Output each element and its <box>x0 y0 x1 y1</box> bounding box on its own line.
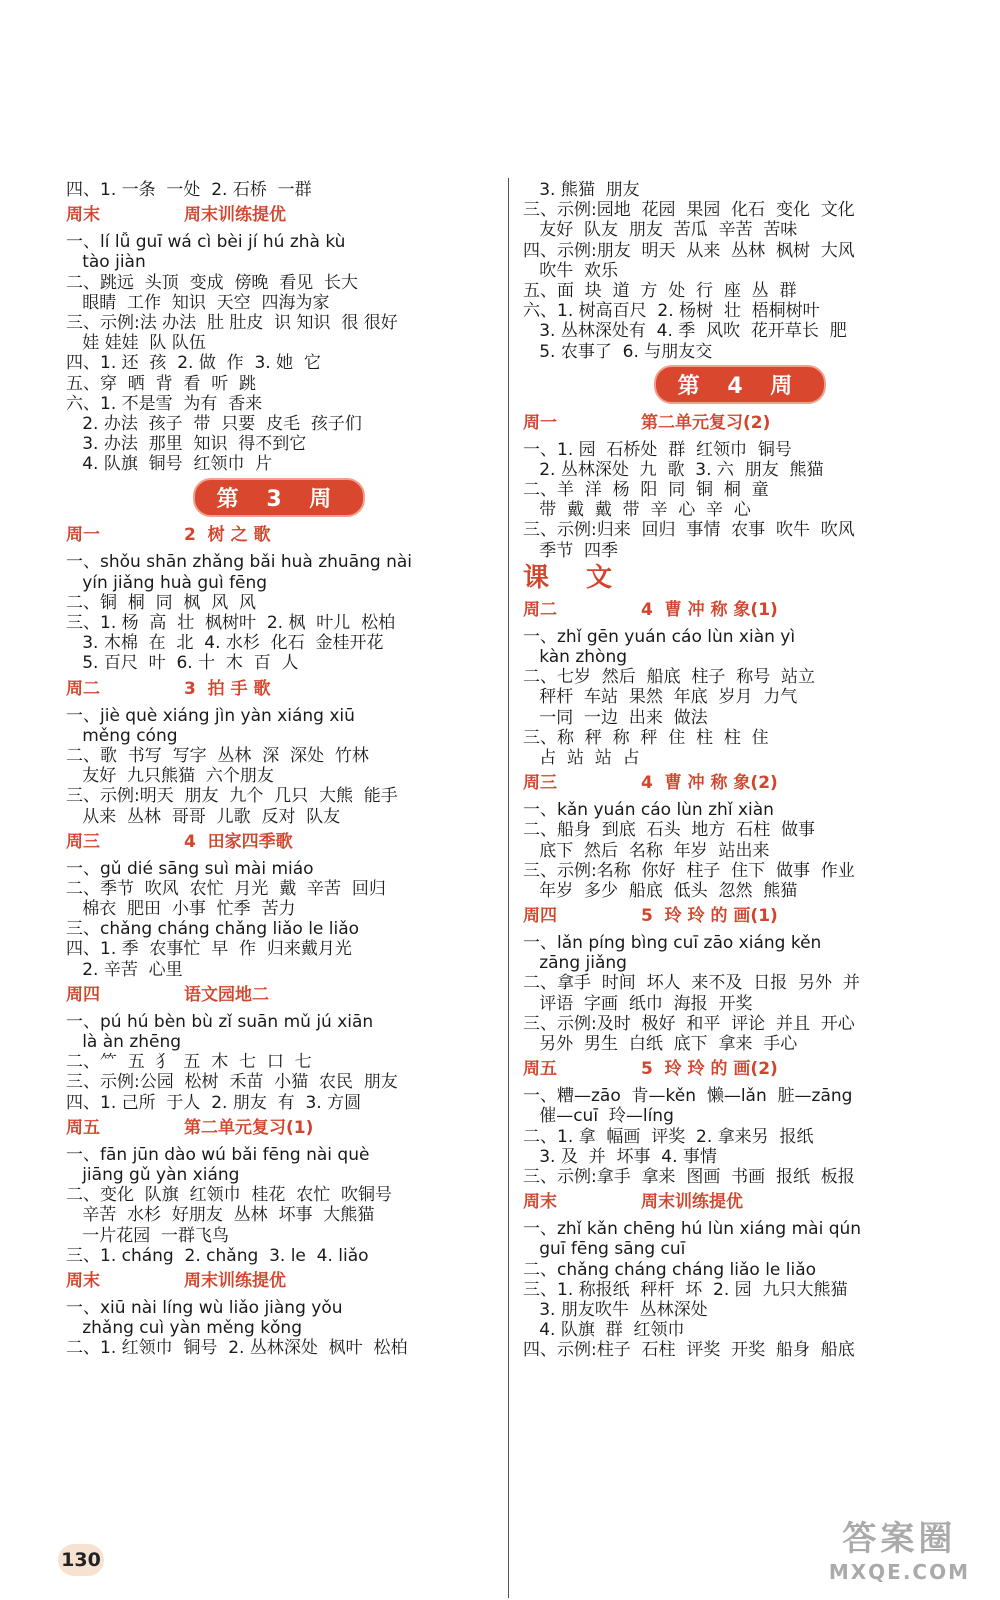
section-header <box>523 771 957 795</box>
answer-line: 三、1. 杨 高 壮 枫树叶 2. 枫 叶儿 松柏 <box>66 613 396 633</box>
answer-line: 三、示例:归来 回归 事情 农事 吹牛 吹风 <box>523 520 855 541</box>
week-badge: 第 4 周 <box>654 365 827 404</box>
column-divider <box>508 178 509 1598</box>
answer-line: 三、chǎng cháng chǎng liǎo le liǎo <box>66 919 360 940</box>
answer-line: 三、示例:法 办法 肚 肚皮 识 知识 很 很好 <box>66 312 398 333</box>
answer-line: zāng jiǎng <box>523 953 627 974</box>
answer-line: 三、1. 称报纸 秤杆 坏 2. 园 九只大熊猫 <box>523 1279 848 1300</box>
section-header <box>66 677 492 701</box>
right-column <box>523 180 957 1360</box>
answer-line: 一、lǎn píng bìng cuī zāo xiáng kěn <box>523 933 822 954</box>
answer-line: 二、歌 书写 写字 丛林 深 深处 竹林 <box>66 745 369 766</box>
answer-line: 二、1. 拿 幅画 评奖 2. 拿来另 报纸 <box>523 1126 814 1147</box>
section-header <box>66 830 492 854</box>
answer-line: 底下 然后 名称 年岁 站出来 <box>523 840 770 861</box>
answer-line: 吹牛 欢乐 <box>523 260 619 281</box>
section-lesson-title: 4 田家四季歌 <box>184 831 293 852</box>
answer-line: 3. 及 并 坏事 4. 事情 <box>523 1146 717 1167</box>
answer-line: 季节 四季 <box>523 540 619 561</box>
section-header <box>66 983 492 1007</box>
answer-line: 4. 队旗 群 红领巾 <box>523 1320 685 1341</box>
answer-line: 二、拿手 时间 坏人 来不及 日报 另外 并 <box>523 973 860 994</box>
answer-line: 一、pú hú bèn bù zǐ suān mǔ jú xiān <box>66 1011 374 1032</box>
answer-line: tào jiàn <box>66 252 146 273</box>
answer-line: 五、面 块 道 方 处 行 座 丛 群 <box>523 280 797 301</box>
answer-line: 三、称 秤 称 秤 住 柱 柱 住 <box>523 727 769 748</box>
answer-line: 五、穿 晒 背 看 听 跳 <box>66 373 257 394</box>
answer-line: 催—cuī 玲—líng <box>523 1106 674 1127</box>
answer-line: 二、chǎng cháng cháng liǎo le liǎo <box>523 1259 817 1280</box>
answer-line: 二、季节 吹风 农忙 月光 戴 辛苦 回归 <box>66 878 386 899</box>
section-day: 周四 <box>66 984 100 1005</box>
answer-line: guī fēng sāng cuī <box>523 1239 686 1260</box>
answer-line: 3. 朋友吹牛 丛林深处 <box>523 1299 708 1320</box>
answer-line: 四、1. 还 孩 2. 做 作 3. 她 它 <box>66 353 321 374</box>
answer-line: 二、变化 队旗 红领巾 桂花 农忙 吹铜号 <box>66 1185 393 1206</box>
section-lesson-title: 2 树 之 歌 <box>184 525 271 546</box>
answer-line: 2. 丛林深处 九 歌 3. 六 朋友 熊猫 <box>523 459 824 480</box>
answer-line: 另外 男生 白纸 底下 拿来 手心 <box>523 1034 798 1054</box>
answer-line: 三、示例:名称 你好 柱子 住下 做事 作业 <box>523 860 855 881</box>
answer-line: 一、xiū nài líng wù liǎo jiàng yǒu <box>66 1297 343 1318</box>
answer-line: 一、1. 园 石桥处 群 红领巾 铜号 <box>523 439 792 460</box>
section-header <box>523 411 957 435</box>
watermark-url: MXQE.COM <box>828 1560 970 1584</box>
week-heading <box>66 474 492 520</box>
section-day: 周末 <box>66 1270 100 1291</box>
answer-line: 三、示例:园地 花园 果园 化石 变化 文化 <box>523 200 855 221</box>
section-header <box>523 598 957 622</box>
answer-line: 六、1. 不是雪 为有 香来 <box>66 393 263 414</box>
left-column <box>66 180 492 1358</box>
section-header <box>523 1190 957 1214</box>
answer-line: 二、跳远 头顶 变成 傍晚 看见 长大 <box>66 272 359 293</box>
section-lesson-title: 4 曹 冲 称 象(2) <box>641 773 778 794</box>
answer-line: 四、1. 一条 一处 2. 石桥 一群 <box>66 180 312 200</box>
answer-line: 三、示例:拿手 拿来 图画 书画 报纸 板报 <box>523 1166 855 1187</box>
section-day: 周末 <box>66 205 100 226</box>
answer-line: 年岁 多少 船底 低头 忽然 熊猫 <box>523 880 798 901</box>
answer-line: 三、示例:公园 松树 禾苗 小猫 农民 朋友 <box>66 1072 398 1093</box>
answer-line: 二、⺮ 五 犭 五 木 七 口 七 <box>66 1052 312 1073</box>
section-lesson-title: 5 玲 玲 的 画(2) <box>641 1059 778 1080</box>
watermark-title: 答案圈 <box>842 1519 957 1559</box>
answer-line: 六、1. 树高百尺 2. 杨树 壮 梧桐树叶 <box>523 301 820 322</box>
answer-line: 秤杆 车站 果然 年底 岁月 力气 <box>523 687 798 708</box>
page-number: 130 <box>58 1544 104 1576</box>
answer-line: 友好 队友 朋友 苦瓜 辛苦 苦味 <box>523 220 798 241</box>
answer-line: 棉衣 肥田 小事 忙季 苦力 <box>66 899 296 920</box>
section-lesson-title: 3 拍 手 歌 <box>184 678 271 699</box>
answer-line: 二、羊 洋 杨 阳 同 铜 桐 童 <box>523 480 769 501</box>
answer-line: 3. 木棉 在 北 4. 水杉 化石 金桂开花 <box>66 633 384 654</box>
section-day: 周二 <box>66 678 100 699</box>
section-lesson-title: 4 曹 冲 称 象(1) <box>641 599 778 620</box>
answer-line: 一、糟—zāo 肯—kěn 懒—lǎn 脏—zāng <box>523 1086 853 1107</box>
answer-line: měng cóng <box>66 725 178 746</box>
section-header <box>523 904 957 928</box>
section-day: 周一 <box>66 525 100 546</box>
answer-line: 友好 九只熊猫 六个朋友 <box>66 766 274 787</box>
section-lesson-title: 5 玲 玲 的 画(1) <box>641 906 778 927</box>
answer-line: 三、1. cháng 2. chǎng 3. le 4. liǎo <box>66 1245 369 1266</box>
answer-line: 占 站 站 占 <box>523 747 640 768</box>
answer-line: 5. 农事了 6. 与朋友交 <box>523 341 713 362</box>
section-day: 周五 <box>66 1117 100 1138</box>
answer-line: 一同 一边 出来 做法 <box>523 707 708 728</box>
answer-line: 2. 辛苦 心里 <box>66 959 183 980</box>
answer-line: 四、示例:柱子 石柱 评奖 开奖 船身 船底 <box>523 1340 855 1361</box>
section-lesson-title: 周末训练提优 <box>641 1192 743 1213</box>
section-lesson-title: 周末训练提优 <box>184 205 286 226</box>
answer-line: 二、1. 红领巾 铜号 2. 丛林深处 枫叶 松柏 <box>66 1338 408 1359</box>
answer-line: yín jiǎng huà guì fēng <box>66 572 268 593</box>
answer-line: 二、七岁 然后 船底 柱子 称号 站立 <box>523 667 816 688</box>
answer-line: 一片花园 一群飞鸟 <box>66 1225 230 1246</box>
section-day: 周末 <box>523 1192 557 1213</box>
answer-line: jiāng gǔ yàn xiáng <box>66 1164 240 1185</box>
answer-line: 四、示例:朋友 明天 从来 丛林 枫树 大风 <box>523 240 855 261</box>
section-header <box>66 203 492 227</box>
section-day: 周五 <box>523 1059 557 1080</box>
section-header <box>66 1116 492 1140</box>
answer-line: 3. 办法 那里 知识 得不到它 <box>66 434 307 455</box>
week-heading <box>523 362 957 408</box>
answer-line: 4. 队旗 铜号 红领巾 片 <box>66 454 273 475</box>
answer-line: 一、zhǐ gēn yuán cáo lùn xiàn yì <box>523 626 796 647</box>
section-lesson-title: 周末训练提优 <box>184 1270 286 1291</box>
answer-line: 一、jiè què xiáng jìn yàn xiáng xiū <box>66 705 355 726</box>
section-day: 周三 <box>66 831 100 852</box>
section-header <box>523 1057 957 1081</box>
answer-line: 三、示例:明天 朋友 九个 几只 大熊 能手 <box>66 786 398 807</box>
answer-line: 娃 娃娃 队 队伍 <box>66 333 206 354</box>
section-header <box>66 523 492 547</box>
answer-line: 三、示例:及时 极好 和平 评论 并且 开心 <box>523 1013 855 1034</box>
section-day: 周一 <box>523 412 557 433</box>
answer-line: 评语 字画 纸巾 海报 开奖 <box>523 993 753 1014</box>
answer-line: 5. 百尺 叶 6. 十 木 百 人 <box>66 653 299 674</box>
answer-line: 一、shǒu shān zhǎng bǎi huà zhuāng nài <box>66 552 413 573</box>
answer-line: 一、kǎn yuán cáo lùn zhǐ xiàn <box>523 800 774 821</box>
answer-line: 一、zhǐ kǎn chēng hú lùn xiáng mài qún <box>523 1219 862 1240</box>
answer-line: kàn zhòng <box>523 647 628 667</box>
answer-line: 二、船身 到底 石头 地方 石柱 做事 <box>523 820 816 841</box>
answer-line: 四、1. 季 农事忙 早 作 归来戴月光 <box>66 939 352 960</box>
answer-line: 一、fān jūn dào wú bǎi fēng nài què <box>66 1144 370 1165</box>
answer-line: 带 戴 戴 带 辛 心 辛 心 <box>523 500 751 521</box>
answer-line: 四、1. 己所 于人 2. 朋友 有 3. 方圆 <box>66 1092 362 1113</box>
answer-line: 一、gǔ dié sāng suì mài miáo <box>66 858 314 879</box>
section-lesson-title: 第二单元复习(2) <box>641 412 771 433</box>
answer-line: zhǎng cuì yàn měng kǒng <box>66 1318 302 1339</box>
answer-line: 眼睛 工作 知识 天空 四海为家 <box>66 292 330 313</box>
section-day: 周三 <box>523 773 557 794</box>
week-badge: 第 3 周 <box>193 478 366 517</box>
answer-line: 3. 熊猫 朋友 <box>523 180 640 200</box>
section-day: 周二 <box>523 599 557 620</box>
answer-line: 从来 丛林 哥哥 儿歌 反对 队友 <box>66 806 341 827</box>
answer-line: 一、lí lǚ guī wá cì bèi jí hú zhà kù <box>66 232 346 253</box>
answer-line: 辛苦 水杉 好朋友 丛林 坏事 大熊猫 <box>66 1205 375 1226</box>
section-lesson-title: 第二单元复习(1) <box>184 1117 314 1138</box>
section-header <box>66 1269 492 1293</box>
watermark-logo <box>829 1511 970 1584</box>
answer-line: 3. 丛林深处有 4. 季 风吹 花开草长 肥 <box>523 321 847 342</box>
answer-line: 二、铜 桐 同 枫 风 风 <box>66 592 257 613</box>
answer-line: là àn zhēng <box>66 1032 182 1052</box>
section-day: 周四 <box>523 906 557 927</box>
part-heading: 课 文 <box>523 562 627 593</box>
answer-line: 2. 办法 孩子 带 只要 皮毛 孩子们 <box>66 413 362 434</box>
section-lesson-title: 语文园地二 <box>184 984 269 1005</box>
